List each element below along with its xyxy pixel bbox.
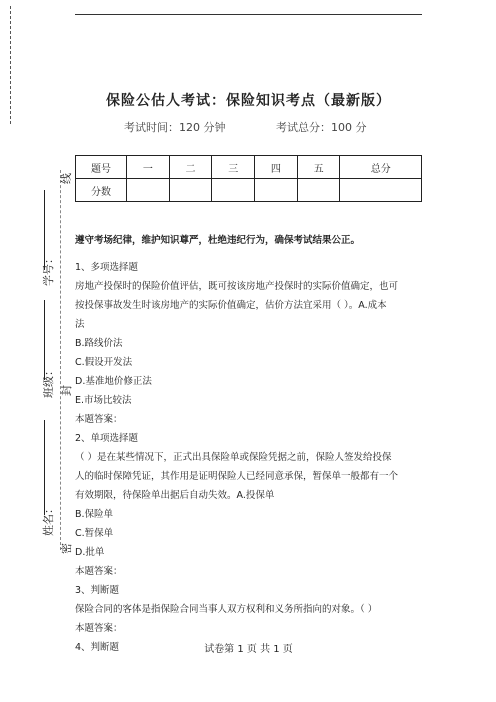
question-heading: 2、单项选择题 [75,433,139,444]
score-table-cell: 二 [169,156,212,179]
question-line: 按投保事故发生时该房地产的实际价值确定，估价方法宜采用（ ）。A.成本 [75,300,387,311]
score-table [75,155,422,202]
score-table-score-row [76,179,422,202]
score-table-cell: 总分 [340,156,422,179]
question-line: 有效期限，待保险单出据后自动失效。A.投保单 [75,490,275,501]
question-heading: 4、判断题 [75,642,120,653]
option-line: D.批单 [75,547,105,558]
question-line: 保险合同的客体是指保险合同当事人双方权利和义务所指向的对象。（ ） [75,604,378,615]
answer-label: 本题答案： [75,414,123,425]
class-field[interactable] [44,300,45,380]
seal-char-feng: 封 [60,385,73,396]
score-input-cell[interactable] [340,179,422,202]
name-field[interactable] [44,420,45,515]
binding-dashed-line [60,170,61,550]
score-table-cell: 一 [127,156,170,179]
page-footer: 试卷第 1 页 共 1 页 [204,644,293,655]
score-table-cell: 三 [212,156,255,179]
score-table-cell: 分数 [76,179,127,202]
score-table-cell: 五 [297,156,340,179]
answer-label: 本题答案： [75,623,123,634]
top-rule [75,14,422,15]
option-line: D.基准地价修正法 [75,376,152,387]
seal-char-mi: 密 [60,543,73,554]
exam-total-score: 考试总分：100 分 [276,121,367,134]
student-id-field[interactable] [44,190,45,270]
exam-title: 保险公估人考试：保险知识考点（最新版） [106,93,391,109]
option-line: C.假设开发法 [75,357,133,368]
question-line: （ ）是在某些情况下，正式出具保险单或保险凭据之前，保险人签发给投保 [75,452,392,463]
score-input-cell[interactable] [127,179,170,202]
question-line: 法 [75,319,85,330]
exam-time: 考试时间：120 分钟 [124,121,226,134]
score-table-cell: 题号 [76,156,127,179]
option-line: E.市场比较法 [75,395,132,406]
score-table-cell: 四 [255,156,298,179]
left-dashed-line [10,6,11,124]
question-line: 房地产投保时的保险价值评估，既可按该房地产投保时的实际价值确定，也可 [75,281,399,292]
question-heading: 1、多项选择题 [75,262,139,273]
seal-char-xian: 线 [60,173,73,184]
option-line: C.暂保单 [75,528,114,539]
score-input-cell[interactable] [212,179,255,202]
score-table-header-row [76,156,422,179]
question-heading: 3、判断题 [75,585,120,596]
name-label: 姓名： [42,503,55,536]
score-input-cell[interactable] [255,179,298,202]
question-line: 人的临时保障凭证，其作用是证明保险人已经同意承保，暂保单一般都有一个 [75,471,399,482]
option-line: B.路线价法 [75,338,123,349]
score-input-cell[interactable] [169,179,212,202]
score-input-cell[interactable] [297,179,340,202]
option-line: B.保险单 [75,509,114,520]
exam-notice: 遵守考场纪律，维护知识尊严，杜绝违纪行为，确保考试结果公正。 [75,235,361,246]
answer-label: 本题答案： [75,566,123,577]
class-label: 班级： [42,365,55,398]
student-id-label: 学号： [42,253,55,286]
exam-body [75,231,425,657]
